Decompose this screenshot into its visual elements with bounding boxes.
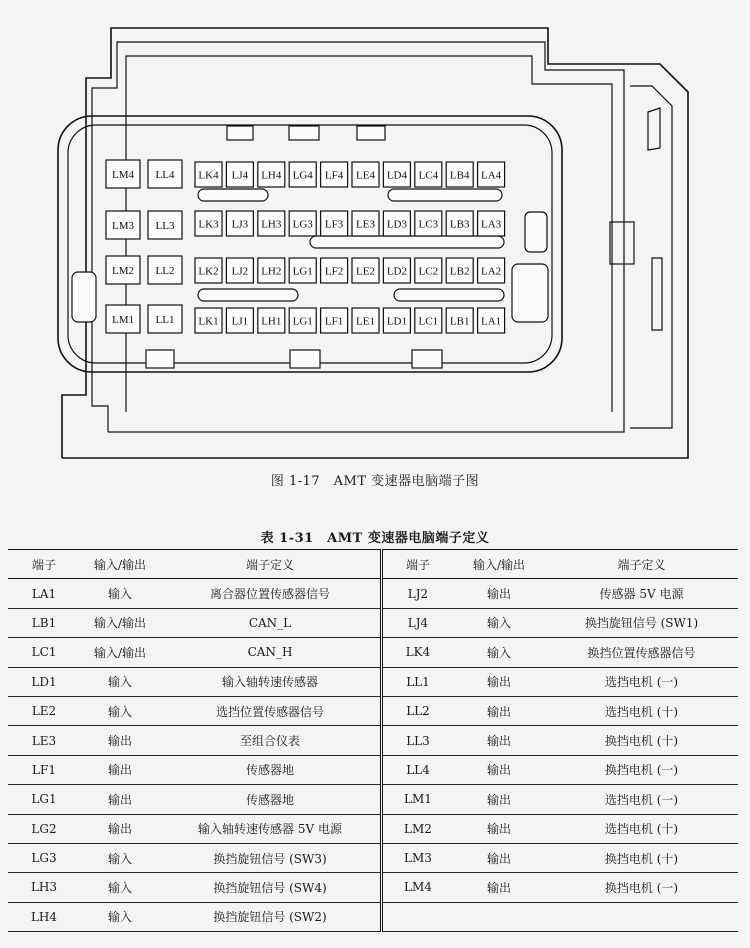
cell-terminal-2: LJ4 xyxy=(382,608,454,637)
table-row xyxy=(8,638,738,667)
cell-definition: 换挡旋钮信号 (SW2) xyxy=(160,902,382,931)
terminal-pin-label: LL1 xyxy=(155,314,175,326)
terminal-pin-lj3 xyxy=(226,211,253,236)
cell-io-2: 输出 xyxy=(453,785,545,814)
terminal-pin-label: LD3 xyxy=(386,218,407,231)
terminal-pin-lg1 xyxy=(289,258,316,283)
header-definition: 端子定义 xyxy=(160,550,382,579)
separator-bar xyxy=(198,289,298,301)
key-tab xyxy=(289,126,319,140)
terminal-pin-lg1 xyxy=(289,308,316,333)
connector-terminal-diagram xyxy=(0,0,750,465)
terminal-pin-label: LF1 xyxy=(324,315,344,328)
terminal-pin-label: LC4 xyxy=(418,169,439,182)
separator-bar xyxy=(394,289,504,301)
terminal-pin-lm4 xyxy=(106,160,140,188)
table-row xyxy=(8,902,738,931)
cell-terminal-2: LM4 xyxy=(382,873,454,902)
side-latch-clip xyxy=(610,222,634,264)
table-row xyxy=(8,755,738,784)
header-io-2: 输入/输出 xyxy=(453,550,545,579)
table-header-row xyxy=(8,550,738,579)
terminal-pin-label: LD2 xyxy=(386,265,407,278)
cell-definition-2: 换挡电机 (十) xyxy=(545,843,738,872)
figure-caption: 图 1-17 AMT 变速器电脑端子图 xyxy=(270,474,480,489)
terminal-pin-label: LH4 xyxy=(261,169,282,182)
terminal-pin-lk1 xyxy=(195,308,222,333)
terminal-pin-lk3 xyxy=(195,211,222,236)
terminal-pin-label: LC2 xyxy=(418,265,439,278)
terminal-pin-ll1 xyxy=(148,305,182,333)
cell-terminal-2: LL2 xyxy=(382,696,454,725)
terminal-pin-lb2 xyxy=(446,258,473,283)
table-title: 表 1-31 AMT 变速器电脑端子定义 xyxy=(260,531,490,546)
terminal-pin-label: LD4 xyxy=(386,169,407,182)
cell-definition: 选挡位置传感器信号 xyxy=(160,696,382,725)
terminal-pin-label: LJ3 xyxy=(231,218,249,231)
terminal-pin-lj1 xyxy=(226,308,253,333)
table-row xyxy=(8,785,738,814)
cell-io: 输出 xyxy=(80,814,160,843)
cell-io: 输入 xyxy=(80,579,160,608)
terminal-pin-lf2 xyxy=(321,258,348,283)
terminal-pin-lh1 xyxy=(258,308,285,333)
separator-bar xyxy=(310,236,504,248)
terminal-pin-le2 xyxy=(352,258,379,283)
side-latch-outline xyxy=(630,86,672,428)
terminal-pin-lk4 xyxy=(195,162,222,187)
cell-terminal-2: LL4 xyxy=(382,755,454,784)
terminal-pin-label: LL3 xyxy=(155,220,175,232)
cell-terminal: LA1 xyxy=(8,579,80,608)
terminal-pin-lg4 xyxy=(289,162,316,187)
cell-io-2: 输出 xyxy=(453,873,545,902)
table-row xyxy=(8,814,738,843)
cell-io: 输出 xyxy=(80,726,160,755)
terminal-pin-label: LF2 xyxy=(324,265,344,278)
cell-terminal: LB1 xyxy=(8,608,80,637)
cell-io: 输入/输出 xyxy=(80,608,160,637)
terminal-pin-label: LH2 xyxy=(261,265,282,278)
cell-terminal: LG1 xyxy=(8,785,80,814)
cell-terminal: LF1 xyxy=(8,755,80,784)
terminal-pin-label: LH1 xyxy=(261,315,282,328)
cell-io-2: 输出 xyxy=(453,726,545,755)
terminal-pin-label: LG1 xyxy=(292,315,313,328)
cell-terminal: LH4 xyxy=(8,902,80,931)
cell-io-2: 输出 xyxy=(453,667,545,696)
cell-terminal: LE2 xyxy=(8,696,80,725)
terminal-pin-lc3 xyxy=(415,211,442,236)
terminal-pin-la3 xyxy=(478,211,505,236)
terminal-pin-lc1 xyxy=(415,308,442,333)
terminal-pin-ll3 xyxy=(148,211,182,239)
cell-io: 输入 xyxy=(80,696,160,725)
terminal-pin-lm3 xyxy=(106,211,140,239)
terminal-pin-label: LB4 xyxy=(449,169,470,182)
terminal-pin-lj4 xyxy=(226,162,253,187)
cell-terminal: LC1 xyxy=(8,638,80,667)
terminal-pin-lb1 xyxy=(446,308,473,333)
terminal-pin-lf3 xyxy=(321,211,348,236)
terminal-pin-lf1 xyxy=(321,308,348,333)
side-latch-slot-bottom xyxy=(652,258,662,330)
separator-bar xyxy=(388,189,502,201)
terminal-pin-lh3 xyxy=(258,211,285,236)
terminal-pin-ld4 xyxy=(383,162,410,187)
terminal-pin-label: LG1 xyxy=(292,265,313,278)
terminal-pin-label: LL2 xyxy=(155,265,175,277)
key-tab xyxy=(412,350,442,368)
left-pin-group xyxy=(106,160,182,333)
terminal-pin-lh2 xyxy=(258,258,285,283)
cell-terminal: LH3 xyxy=(8,873,80,902)
terminal-pin-label: LM1 xyxy=(112,314,134,326)
terminal-pin-le3 xyxy=(352,211,379,236)
cell-terminal-2 xyxy=(382,902,454,931)
header-terminal-2: 端子 xyxy=(382,550,454,579)
terminal-pin-la1 xyxy=(478,308,505,333)
cell-definition-2: 换挡电机 (十) xyxy=(545,726,738,755)
terminal-pin-lb3 xyxy=(446,211,473,236)
header-terminal: 端子 xyxy=(8,550,80,579)
terminal-pin-label: LM3 xyxy=(112,220,134,232)
table-row xyxy=(8,873,738,902)
terminal-pin-lf4 xyxy=(321,162,348,187)
terminal-pin-label: LK1 xyxy=(198,315,219,328)
cell-terminal: LE3 xyxy=(8,726,80,755)
cell-io-2: 输出 xyxy=(453,696,545,725)
cell-io-2: 输出 xyxy=(453,814,545,843)
terminal-pin-label: LK4 xyxy=(198,169,219,182)
terminal-pin-label: LH3 xyxy=(261,218,282,231)
terminal-pin-lg3 xyxy=(289,211,316,236)
cell-definition: 输入轴转速传感器 5V 电源 xyxy=(160,814,382,843)
cell-definition: 离合器位置传感器信号 xyxy=(160,579,382,608)
terminal-pin-label: LE2 xyxy=(356,265,375,278)
terminal-pin-label: LK2 xyxy=(198,265,219,278)
table-row xyxy=(8,726,738,755)
terminal-pin-label: LG3 xyxy=(292,218,313,231)
terminal-pin-label: LE4 xyxy=(356,169,375,182)
separator-bar xyxy=(198,189,268,201)
terminal-pin-label: LA1 xyxy=(481,315,502,328)
terminal-pin-label: LK3 xyxy=(198,218,219,231)
table-row xyxy=(8,579,738,608)
terminal-pin-le1 xyxy=(352,308,379,333)
cell-io-2 xyxy=(453,902,545,931)
key-tab xyxy=(146,350,174,368)
terminal-pin-label: LL4 xyxy=(155,169,175,181)
terminal-pin-label: LA4 xyxy=(481,169,502,182)
terminal-pin-lb4 xyxy=(446,162,473,187)
cell-io-2: 输入 xyxy=(453,608,545,637)
terminal-pin-label: LA2 xyxy=(481,265,502,278)
terminal-pin-ld3 xyxy=(383,211,410,236)
cell-definition-2: 换挡电机 (一) xyxy=(545,755,738,784)
cell-definition: 传感器地 xyxy=(160,755,382,784)
terminal-pin-label: LJ4 xyxy=(231,169,249,182)
blank-cavity xyxy=(525,212,547,252)
table-row xyxy=(8,843,738,872)
terminal-pin-label: LF3 xyxy=(324,218,344,231)
cell-definition: CAN_H xyxy=(160,638,382,667)
terminal-pin-lk2 xyxy=(195,258,222,283)
cell-io-2: 输出 xyxy=(453,579,545,608)
header-definition-2: 端子定义 xyxy=(545,550,738,579)
terminal-pin-ll4 xyxy=(148,160,182,188)
terminal-pin-label: LB1 xyxy=(449,315,470,328)
cell-definition: 换挡旋钮信号 (SW3) xyxy=(160,843,382,872)
cell-definition-2: 换挡电机 (一) xyxy=(545,873,738,902)
blank-cavity xyxy=(72,272,96,322)
terminal-pin-le4 xyxy=(352,162,379,187)
terminal-pin-label: LC3 xyxy=(418,218,439,231)
cell-io: 输入 xyxy=(80,873,160,902)
cell-terminal-2: LM1 xyxy=(382,785,454,814)
terminal-pin-lm2 xyxy=(106,256,140,284)
terminal-pin-la2 xyxy=(478,258,505,283)
terminal-pin-label: LJ2 xyxy=(231,265,249,278)
cell-definition-2 xyxy=(545,902,738,931)
cell-terminal: LD1 xyxy=(8,667,80,696)
cell-io: 输出 xyxy=(80,785,160,814)
cell-definition: CAN_L xyxy=(160,608,382,637)
cell-io-2: 输出 xyxy=(453,755,545,784)
table-row xyxy=(8,696,738,725)
cell-definition: 输入轴转速传感器 xyxy=(160,667,382,696)
key-tab xyxy=(357,126,385,140)
side-latch-slot-top xyxy=(648,108,660,150)
cell-definition-2: 换挡旋钮信号 (SW1) xyxy=(545,608,738,637)
terminal-pin-lh4 xyxy=(258,162,285,187)
cell-terminal-2: LM2 xyxy=(382,814,454,843)
table-row xyxy=(8,667,738,696)
terminal-pin-label: LB3 xyxy=(449,218,470,231)
terminal-pin-label: LE3 xyxy=(356,218,375,231)
terminal-pin-label: LG4 xyxy=(292,169,313,182)
cell-definition-2: 选挡电机 (一) xyxy=(545,667,738,696)
terminal-pin-label: LM4 xyxy=(112,169,134,181)
cell-terminal-2: LM3 xyxy=(382,843,454,872)
blank-cavity xyxy=(512,264,548,322)
terminal-pin-lj2 xyxy=(226,258,253,283)
cell-io-2: 输入 xyxy=(453,638,545,667)
terminal-pin-la4 xyxy=(478,162,505,187)
cell-definition-2: 选挡电机 (一) xyxy=(545,785,738,814)
cell-definition: 至组合仪表 xyxy=(160,726,382,755)
cell-terminal-2: LK4 xyxy=(382,638,454,667)
terminal-pin-label: LD1 xyxy=(386,315,407,328)
terminal-pin-label: LA3 xyxy=(481,218,502,231)
terminal-pin-label: LJ1 xyxy=(231,315,249,328)
terminal-pin-label: LE1 xyxy=(356,315,375,328)
terminal-pin-lc4 xyxy=(415,162,442,187)
cell-definition-2: 传感器 5V 电源 xyxy=(545,579,738,608)
cell-terminal-2: LL3 xyxy=(382,726,454,755)
terminal-pin-label: LF4 xyxy=(324,169,344,182)
terminal-pin-lm1 xyxy=(106,305,140,333)
cell-io: 输入 xyxy=(80,667,160,696)
cell-terminal-2: LL1 xyxy=(382,667,454,696)
cell-io: 输入 xyxy=(80,843,160,872)
cell-io: 输出 xyxy=(80,755,160,784)
cell-io-2: 输出 xyxy=(453,843,545,872)
cell-definition: 传感器地 xyxy=(160,785,382,814)
cell-definition-2: 换挡位置传感器信号 xyxy=(545,638,738,667)
cell-io: 输入 xyxy=(80,902,160,931)
cell-definition: 换挡旋钮信号 (SW4) xyxy=(160,873,382,902)
terminal-pin-lc2 xyxy=(415,258,442,283)
terminal-pin-ld1 xyxy=(383,308,410,333)
terminal-pin-label: LM2 xyxy=(112,265,134,277)
terminal-pin-ld2 xyxy=(383,258,410,283)
terminal-pin-label: LC1 xyxy=(418,315,439,328)
terminal-definition-table xyxy=(8,549,738,932)
table-row xyxy=(8,608,738,637)
cell-definition-2: 选挡电机 (十) xyxy=(545,696,738,725)
header-io: 输入/输出 xyxy=(80,550,160,579)
cell-definition-2: 选挡电机 (十) xyxy=(545,814,738,843)
key-tab xyxy=(290,350,320,368)
key-tab xyxy=(227,126,253,140)
terminal-pin-ll2 xyxy=(148,256,182,284)
cell-terminal: LG3 xyxy=(8,843,80,872)
cell-terminal: LG2 xyxy=(8,814,80,843)
cell-io: 输入/输出 xyxy=(80,638,160,667)
terminal-pin-label: LB2 xyxy=(449,265,470,278)
cell-terminal-2: LJ2 xyxy=(382,579,454,608)
